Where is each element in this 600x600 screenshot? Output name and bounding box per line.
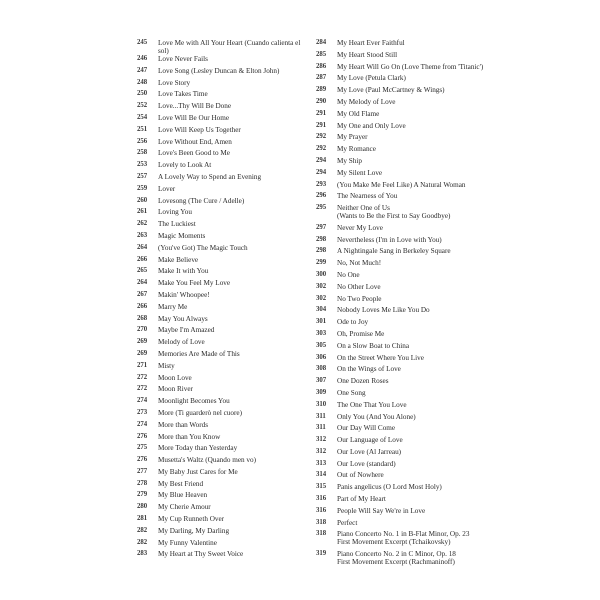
index-entry bbox=[316, 318, 496, 330]
song-title: One Dozen Roses bbox=[337, 377, 389, 386]
page-number: 294 bbox=[316, 156, 327, 164]
song-title: My Heart Stood Still bbox=[337, 50, 398, 59]
page-number: 254 bbox=[137, 113, 148, 121]
song-title: Moon River bbox=[158, 385, 193, 394]
song-title: Piano Concerto No. 1 in B-Flat Minor, Op. 23 First Movement Excerpt (Tchaikovsky) bbox=[337, 530, 470, 547]
song-title: Oh, Promise Me bbox=[337, 329, 385, 338]
page-number: 264 bbox=[137, 279, 148, 287]
song-title: Love Without End, Amen bbox=[158, 137, 232, 146]
index-entry bbox=[137, 149, 307, 161]
page-number: 264 bbox=[137, 243, 148, 251]
page-number: 294 bbox=[316, 168, 327, 176]
page-number: 282 bbox=[137, 538, 148, 546]
song-title: Love's Been Good to Me bbox=[158, 149, 230, 158]
page-number: 262 bbox=[137, 220, 148, 228]
song-title: No Other Love bbox=[337, 282, 381, 291]
page-number: 310 bbox=[316, 400, 327, 408]
index-entry bbox=[137, 397, 307, 409]
index-entry bbox=[137, 421, 307, 433]
index-entry bbox=[137, 185, 307, 197]
page-number: 268 bbox=[137, 314, 148, 322]
page-number: 271 bbox=[137, 361, 148, 369]
index-entry bbox=[316, 157, 496, 169]
song-title: Our Language of Love bbox=[337, 436, 403, 445]
index-entry bbox=[137, 527, 307, 539]
index-entry bbox=[137, 55, 307, 67]
index-entry bbox=[137, 220, 307, 232]
page-number: 287 bbox=[316, 74, 327, 82]
song-title: Memories Are Made of This bbox=[158, 349, 240, 358]
index-entry bbox=[137, 79, 307, 91]
index-entry bbox=[137, 468, 307, 480]
song-title: The Luckiest bbox=[158, 220, 196, 229]
page-number: 304 bbox=[316, 306, 327, 314]
song-title: Loving You bbox=[158, 208, 192, 217]
index-entry bbox=[316, 122, 496, 134]
page-number: 257 bbox=[137, 172, 148, 180]
index-entry bbox=[316, 63, 496, 75]
song-title: My Cherie Amour bbox=[158, 503, 211, 512]
page-number: 274 bbox=[137, 420, 148, 428]
song-title: Out of Nowhere bbox=[337, 471, 384, 480]
page-number: 260 bbox=[137, 196, 148, 204]
song-title: Lover bbox=[158, 184, 176, 193]
index-entry bbox=[137, 102, 307, 114]
index-entry bbox=[316, 98, 496, 110]
index-entry bbox=[316, 271, 496, 283]
page-number: 275 bbox=[137, 444, 148, 452]
page-number: 274 bbox=[137, 397, 148, 405]
page-number: 259 bbox=[137, 184, 148, 192]
song-title: Moonlight Becomes You bbox=[158, 397, 230, 406]
page-number: 277 bbox=[137, 467, 148, 475]
song-title: Love Will Be Our Home bbox=[158, 113, 230, 122]
page-number: 302 bbox=[316, 282, 327, 290]
page-number: 261 bbox=[137, 208, 148, 216]
song-title: Love...Thy Will Be Done bbox=[158, 102, 232, 111]
index-entry bbox=[316, 365, 496, 377]
song-title: My Love (Paul McCartney & Wings) bbox=[337, 86, 445, 95]
index-entry bbox=[137, 503, 307, 515]
index-entry bbox=[137, 374, 307, 386]
page-number: 270 bbox=[137, 326, 148, 334]
page-number: 253 bbox=[137, 161, 148, 169]
index-entry bbox=[316, 424, 496, 436]
index-entry bbox=[137, 126, 307, 138]
index-entry bbox=[137, 244, 307, 256]
song-title: No Two People bbox=[337, 294, 382, 303]
song-title: Make Believe bbox=[158, 255, 199, 264]
song-title: Magic Moments bbox=[158, 231, 206, 240]
index-entry bbox=[137, 256, 307, 268]
song-title: My Blue Heaven bbox=[158, 491, 208, 500]
index-entry bbox=[316, 436, 496, 448]
song-title: My Baby Just Cares for Me bbox=[158, 467, 238, 476]
index-entry bbox=[316, 519, 496, 531]
song-title: More than Words bbox=[158, 420, 208, 429]
page-number: 314 bbox=[316, 471, 327, 479]
song-title: Our Love (standard) bbox=[337, 459, 396, 468]
page-number: 276 bbox=[137, 432, 148, 440]
page-number: 252 bbox=[137, 102, 148, 110]
song-title: My Heart Will Go On (Love Theme from 'Titanic') bbox=[337, 62, 484, 71]
index-entry bbox=[137, 267, 307, 279]
song-title: Part of My Heart bbox=[337, 495, 386, 504]
page-number: 269 bbox=[137, 349, 148, 357]
index-entry bbox=[137, 433, 307, 445]
song-title: Make It with You bbox=[158, 267, 209, 276]
index-entry bbox=[316, 169, 496, 181]
index-entry bbox=[316, 550, 496, 570]
song-title: On the Wings of Love bbox=[337, 365, 401, 374]
song-title: My Funny Valentine bbox=[158, 538, 217, 547]
song-title: Melody of Love bbox=[158, 338, 205, 347]
index-entry bbox=[137, 326, 307, 338]
song-title: The One That You Love bbox=[337, 400, 407, 409]
index-entry bbox=[316, 342, 496, 354]
song-title: Perfect bbox=[337, 518, 358, 527]
page-number: 280 bbox=[137, 503, 148, 511]
index-entry bbox=[316, 413, 496, 425]
song-title: Love Song (Lesley Duncan & Elton John) bbox=[158, 66, 280, 75]
page-number: 265 bbox=[137, 267, 148, 275]
song-title: The Nearness of You bbox=[337, 192, 398, 201]
page-number: 309 bbox=[316, 388, 327, 396]
song-title: (You've Got) The Magic Touch bbox=[158, 243, 248, 252]
index-entry bbox=[316, 306, 496, 318]
song-title: My Prayer bbox=[337, 133, 368, 142]
song-title: No One bbox=[337, 270, 360, 279]
song-title: My Darling, My Darling bbox=[158, 526, 230, 535]
page-number: 296 bbox=[316, 192, 327, 200]
index-entry bbox=[316, 295, 496, 307]
song-title: My Old Flame bbox=[337, 109, 380, 118]
index-entry bbox=[316, 39, 496, 51]
page-number: 266 bbox=[137, 302, 148, 310]
index-entry bbox=[137, 539, 307, 551]
page-number: 318 bbox=[316, 530, 327, 538]
song-title: Love Takes Time bbox=[158, 90, 208, 99]
index-entry bbox=[316, 495, 496, 507]
song-title: Lovely to Look At bbox=[158, 161, 212, 170]
song-title: My Ship bbox=[337, 156, 362, 165]
page-number: 278 bbox=[137, 479, 148, 487]
index-entry bbox=[137, 491, 307, 503]
page-number: 281 bbox=[137, 515, 148, 523]
page-number: 256 bbox=[137, 137, 148, 145]
page-number: 263 bbox=[137, 231, 148, 239]
page-number: 298 bbox=[316, 247, 327, 255]
page-number: 307 bbox=[316, 377, 327, 385]
song-title: Neither One of Us (Wants to Be the First to Say Goodbye) bbox=[337, 204, 451, 221]
page-number: 292 bbox=[316, 145, 327, 153]
page-number: 291 bbox=[316, 109, 327, 117]
index-entry bbox=[137, 362, 307, 374]
page-number: 312 bbox=[316, 447, 327, 455]
page-number: 299 bbox=[316, 259, 327, 267]
index-entry bbox=[316, 181, 496, 193]
index-entry bbox=[137, 197, 307, 209]
index-entry bbox=[316, 483, 496, 495]
page-number: 302 bbox=[316, 294, 327, 302]
index-entry bbox=[137, 161, 307, 173]
song-title: My Love (Petula Clark) bbox=[337, 74, 406, 83]
page-number: 290 bbox=[316, 97, 327, 105]
index-entry bbox=[316, 283, 496, 295]
page-number: 279 bbox=[137, 491, 148, 499]
index-entry bbox=[316, 145, 496, 157]
song-title: Panis angelicus (O Lord Most Holy) bbox=[337, 483, 442, 492]
song-title: More (Ti guarderò nel cuore) bbox=[158, 408, 242, 417]
index-entry bbox=[137, 67, 307, 79]
index-entry bbox=[316, 377, 496, 389]
song-title: My Cup Runneth Over bbox=[158, 515, 225, 524]
page-number: 311 bbox=[316, 412, 326, 420]
song-title: A Nightingale Sang in Berkeley Square bbox=[337, 247, 451, 256]
page-number: 248 bbox=[137, 78, 148, 86]
song-title: Moon Love bbox=[158, 373, 192, 382]
index-column-right bbox=[316, 39, 496, 570]
page-number: 300 bbox=[316, 270, 327, 278]
index-entry bbox=[137, 114, 307, 126]
page-number: 247 bbox=[137, 66, 148, 74]
page-number: 289 bbox=[316, 86, 327, 94]
index-entry bbox=[316, 133, 496, 145]
page-number: 273 bbox=[137, 408, 148, 416]
page-number: 315 bbox=[316, 483, 327, 491]
song-title: Makin' Whoopee! bbox=[158, 290, 210, 299]
song-title: My Romance bbox=[337, 145, 376, 154]
song-title: Maybe I'm Amazed bbox=[158, 326, 215, 335]
page-number: 276 bbox=[137, 456, 148, 464]
page-number: 283 bbox=[137, 550, 148, 558]
page-number: 272 bbox=[137, 385, 148, 393]
page-number: 293 bbox=[316, 180, 327, 188]
page-number: 251 bbox=[137, 125, 148, 133]
song-title: Make You Feel My Love bbox=[158, 279, 231, 288]
song-title: (You Make Me Feel Like) A Natural Woman bbox=[337, 180, 466, 189]
song-title: On the Street Where You Live bbox=[337, 353, 424, 362]
index-entry bbox=[316, 204, 496, 224]
page-number: 269 bbox=[137, 338, 148, 346]
song-title: Marry Me bbox=[158, 302, 188, 311]
song-title: May You Always bbox=[158, 314, 208, 323]
song-title: More than You Know bbox=[158, 432, 221, 441]
page-number: 272 bbox=[137, 373, 148, 381]
index-entry bbox=[316, 110, 496, 122]
index-entry bbox=[137, 350, 307, 362]
page-number: 305 bbox=[316, 341, 327, 349]
index-entry bbox=[316, 460, 496, 472]
song-title: My Best Friend bbox=[158, 479, 204, 488]
index-entry bbox=[137, 385, 307, 397]
song-title: My Heart at Thy Sweet Voice bbox=[158, 550, 244, 559]
index-entry bbox=[137, 291, 307, 303]
index-entry bbox=[316, 530, 496, 550]
song-title: My Silent Love bbox=[337, 168, 383, 177]
index-entry bbox=[137, 279, 307, 291]
song-title: Love Never Fails bbox=[158, 55, 208, 63]
index-entry bbox=[316, 247, 496, 259]
page-number: 308 bbox=[316, 365, 327, 373]
page-number: 245 bbox=[137, 39, 148, 46]
song-title: Never My Love bbox=[337, 223, 383, 232]
index-entry bbox=[316, 354, 496, 366]
index-entry bbox=[137, 90, 307, 102]
page-number: 297 bbox=[316, 223, 327, 231]
song-title: People Will Say We're in Love bbox=[337, 506, 426, 515]
song-title: Nobody Loves Me Like You Do bbox=[337, 306, 430, 315]
page-number: 286 bbox=[316, 62, 327, 70]
page-number: 295 bbox=[316, 204, 327, 212]
index-entry bbox=[316, 236, 496, 248]
song-title: Piano Concerto No. 2 in C Minor, Op. 18 First Movement Excerpt (Rachmaninoff) bbox=[337, 550, 456, 567]
index-entry bbox=[137, 232, 307, 244]
page-number: 301 bbox=[316, 318, 327, 326]
index-entry bbox=[137, 550, 307, 562]
index-entry bbox=[316, 259, 496, 271]
index-entry bbox=[316, 389, 496, 401]
page-number: 285 bbox=[316, 50, 327, 58]
page-number: 267 bbox=[137, 290, 148, 298]
page-number: 266 bbox=[137, 255, 148, 263]
page-number: 284 bbox=[316, 39, 327, 46]
index-entry bbox=[137, 315, 307, 327]
song-title: Love Me with All Your Heart (Cuando calienta el sol) bbox=[158, 39, 301, 55]
song-title: My Heart Ever Faithful bbox=[337, 39, 405, 47]
index-entry bbox=[137, 338, 307, 350]
page-number: 291 bbox=[316, 121, 327, 129]
page-number: 298 bbox=[316, 235, 327, 243]
index-entry bbox=[316, 86, 496, 98]
song-title: Nevertheless (I'm in Love with You) bbox=[337, 235, 442, 244]
song-title: Misty bbox=[158, 361, 175, 370]
page-number: 292 bbox=[316, 133, 327, 141]
index-entry bbox=[316, 471, 496, 483]
song-title: Our Love (Al Jarreau) bbox=[337, 447, 402, 456]
index-entry bbox=[316, 330, 496, 342]
page-number: 312 bbox=[316, 436, 327, 444]
index-entry bbox=[137, 138, 307, 150]
index-entry bbox=[137, 303, 307, 315]
page-number: 311 bbox=[316, 424, 326, 432]
song-title: Our Day Will Come bbox=[337, 424, 396, 433]
song-title: Love Story bbox=[158, 78, 191, 87]
index-entry bbox=[137, 409, 307, 421]
song-title: On a Slow Boat to China bbox=[337, 341, 410, 350]
song-title: Only You (And You Alone) bbox=[337, 412, 416, 421]
index-entry bbox=[316, 224, 496, 236]
page-number: 250 bbox=[137, 90, 148, 98]
song-title: My One and Only Love bbox=[337, 121, 406, 130]
page-number: 318 bbox=[316, 518, 327, 526]
song-title: No, Not Much! bbox=[337, 259, 382, 268]
page-number: 246 bbox=[137, 55, 148, 62]
index-entry bbox=[316, 448, 496, 460]
index-entry bbox=[316, 192, 496, 204]
song-title: My Melody of Love bbox=[337, 97, 396, 106]
page-number: 316 bbox=[316, 495, 327, 503]
page-number: 316 bbox=[316, 506, 327, 514]
song-title: A Lovely Way to Spend an Evening bbox=[158, 172, 262, 181]
index-entry bbox=[316, 74, 496, 86]
page-number: 313 bbox=[316, 459, 327, 467]
index-entry bbox=[137, 480, 307, 492]
page-number: 319 bbox=[316, 550, 327, 558]
index-entry bbox=[316, 401, 496, 413]
index-entry bbox=[316, 507, 496, 519]
page-number: 258 bbox=[137, 149, 148, 157]
index-column-left bbox=[137, 39, 307, 562]
index-entry bbox=[137, 444, 307, 456]
song-title: Love Will Keep Us Together bbox=[158, 125, 241, 134]
index-entry bbox=[137, 173, 307, 185]
song-title: One Song bbox=[337, 388, 366, 397]
song-title: Musetta's Waltz (Quando men vo) bbox=[158, 456, 256, 465]
index-entry bbox=[137, 208, 307, 220]
page-number: 306 bbox=[316, 353, 327, 361]
index-entry bbox=[137, 515, 307, 527]
page-number: 282 bbox=[137, 526, 148, 534]
index-entry bbox=[137, 39, 307, 55]
song-title: Lovesong (The Cure / Adelle) bbox=[158, 196, 245, 205]
song-title: Ode to Joy bbox=[337, 318, 369, 327]
index-entry bbox=[137, 456, 307, 468]
page-number: 303 bbox=[316, 329, 327, 337]
index-entry bbox=[316, 51, 496, 63]
song-title: More Today than Yesterday bbox=[158, 444, 238, 453]
